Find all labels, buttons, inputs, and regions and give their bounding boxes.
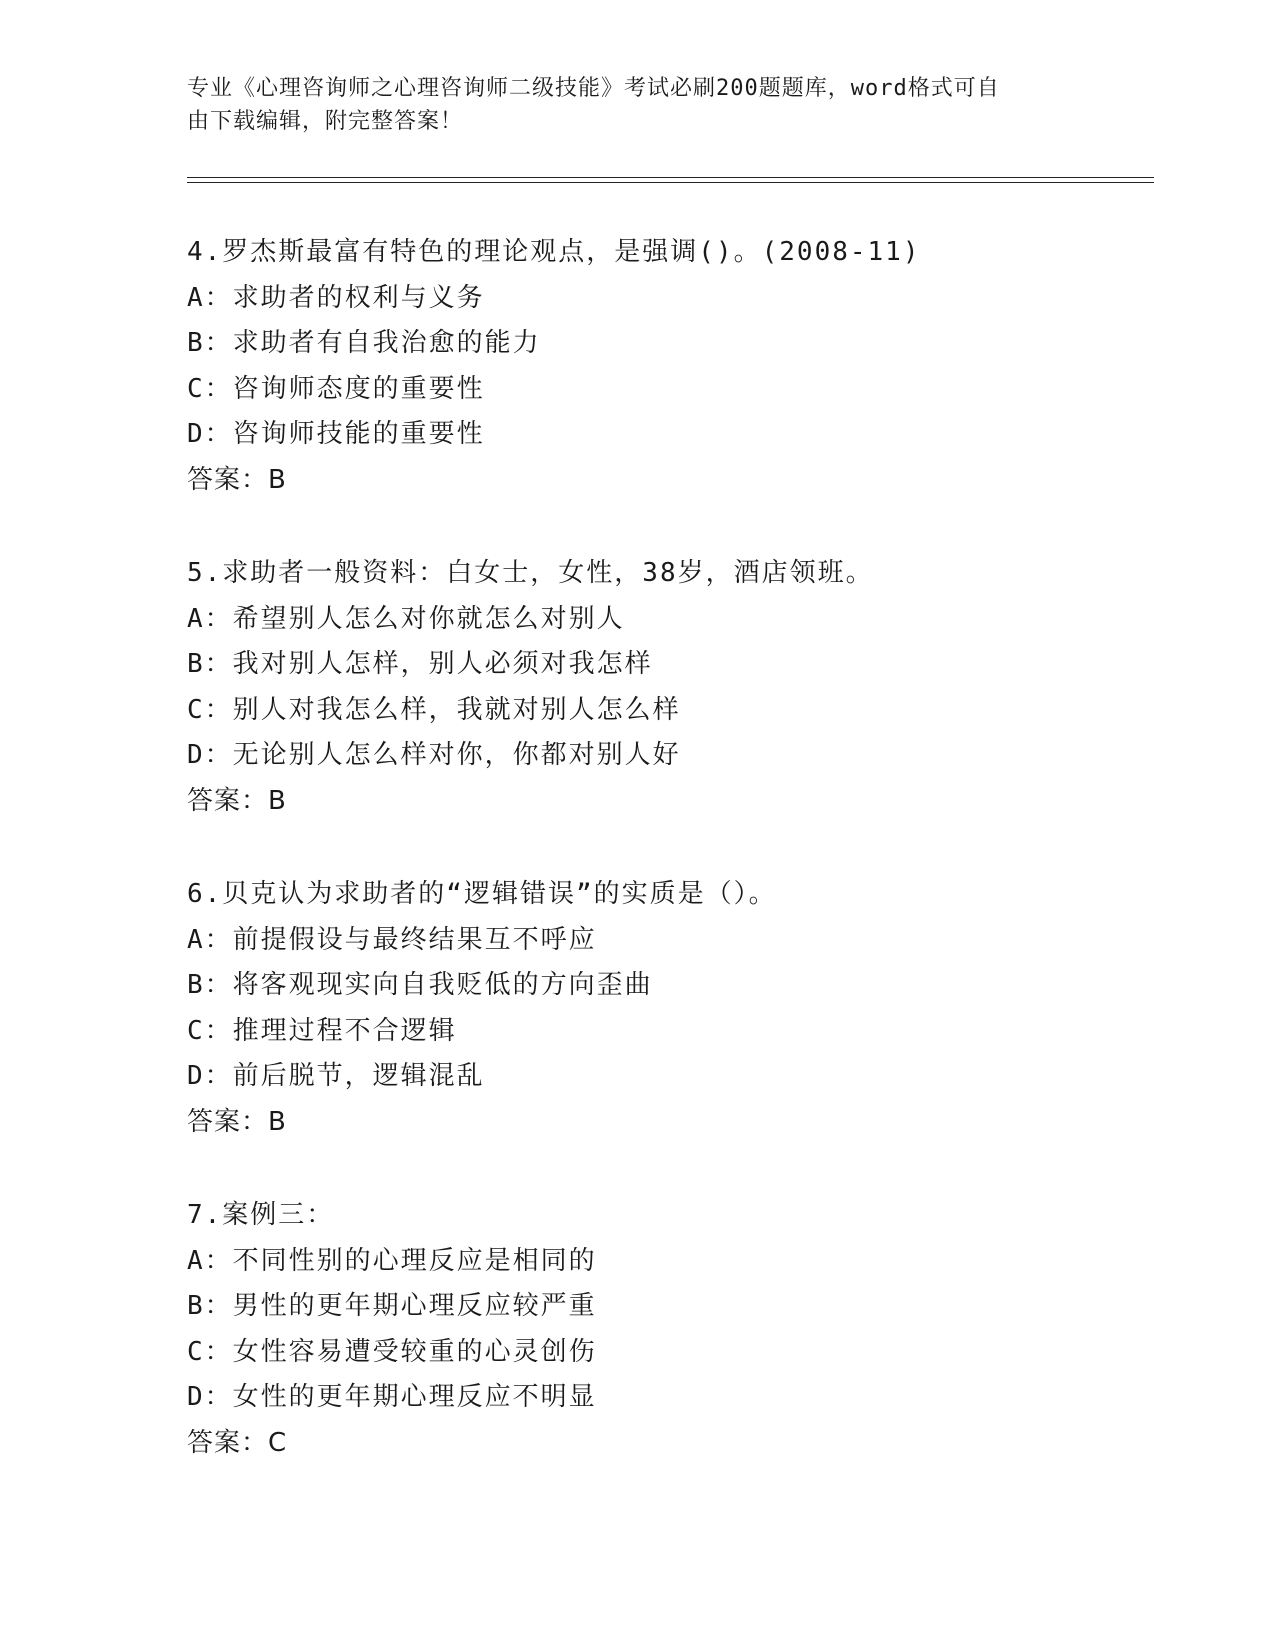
option-d: D：咨询师技能的重要性 <box>187 419 485 449</box>
question-stem: 6.贝克认为求助者的“逻辑错误”的实质是（）。 <box>187 879 777 909</box>
option-b: B：将客观现实向自我贬低的方向歪曲 <box>187 970 653 1000</box>
option-d: D：女性的更年期心理反应不明显 <box>187 1382 597 1412</box>
question-7 <box>187 1193 1147 1466</box>
option-b: B：求助者有自我治愈的能力 <box>187 328 541 358</box>
header-intro-line-1: 专业《心理咨询师之心理咨询师二级技能》考试必刷200题题库，word格式可自 <box>187 76 1000 101</box>
option-a: A：希望别人怎么对你就怎么对别人 <box>187 603 625 634</box>
question-list <box>187 230 1147 1514</box>
option-d: D：前后脱节，逻辑混乱 <box>187 1061 485 1091</box>
answer-line: 答案：B <box>187 464 287 495</box>
header-divider-bottom <box>187 182 1154 183</box>
question-stem: 7.案例三： <box>187 1200 335 1230</box>
header-intro-line-2: 由下载编辑，附完整答案！ <box>187 109 464 134</box>
option-a: A：前提假设与最终结果互不呼应 <box>187 924 597 955</box>
option-b: B：我对别人怎样，别人必须对我怎样 <box>187 649 653 679</box>
option-c: C：咨询师态度的重要性 <box>187 373 485 404</box>
answer-line: 答案：C <box>187 1427 288 1458</box>
option-c: C：推理过程不合逻辑 <box>187 1015 457 1046</box>
question-stem: 5.求助者一般资料：白女士，女性，38岁，酒店领班。 <box>187 558 874 588</box>
question-6 <box>187 872 1147 1145</box>
option-a: A：求助者的权利与义务 <box>187 282 485 313</box>
option-b: B：男性的更年期心理反应较严重 <box>187 1291 597 1321</box>
option-d: D：无论别人怎么样对你，你都对别人好 <box>187 740 681 770</box>
option-c: C：女性容易遭受较重的心灵创伤 <box>187 1336 597 1367</box>
answer-line: 答案：B <box>187 785 287 816</box>
document-header <box>187 72 1067 138</box>
answer-line: 答案：B <box>187 1106 287 1137</box>
question-stem: 4.罗杰斯最富有特色的理论观点，是强调()。(2008-11) <box>187 237 921 267</box>
question-5 <box>187 551 1147 824</box>
question-4 <box>187 230 1147 503</box>
option-c: C：别人对我怎么样，我就对别人怎么样 <box>187 694 681 725</box>
header-divider-top <box>187 177 1154 178</box>
option-a: A：不同性别的心理反应是相同的 <box>187 1245 597 1276</box>
